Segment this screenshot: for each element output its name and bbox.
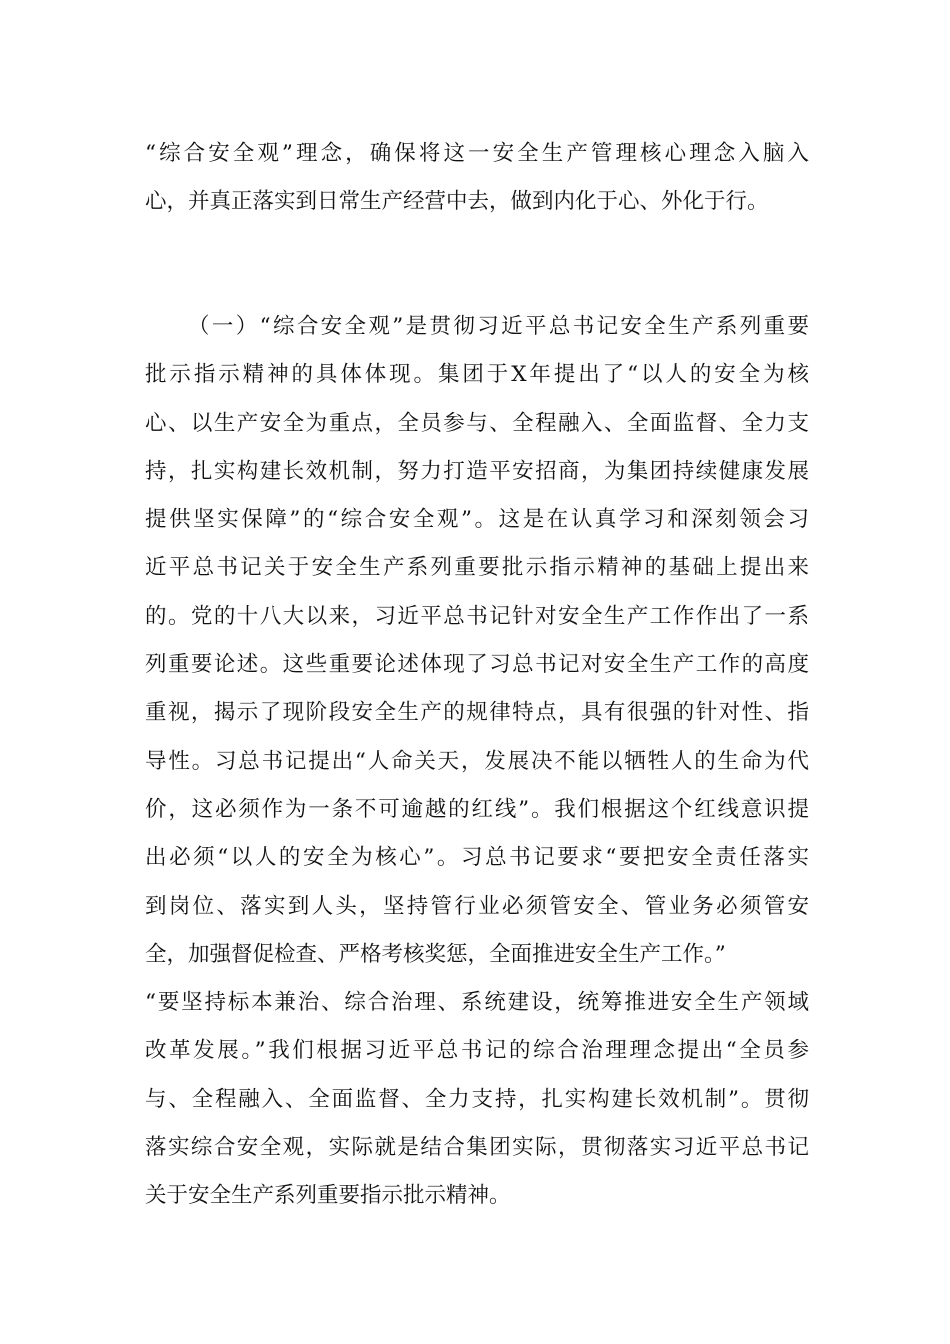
text-line: 心，并真正落实到日常生产经营中去，做到内化于心、外化于行。 <box>145 189 769 215</box>
text-line: 提供坚实保障”的“综合安全观”。这是在认真学习和深刻领会习 <box>145 507 809 533</box>
text-line: “要坚持标本兼治、综合治理、系统建设，统筹推进安全生产领域 <box>145 990 809 1016</box>
text-line: 的。党的十八大以来，习近平总书记针对安全生产工作作出了一系 <box>145 603 809 629</box>
text-line: （一）“综合安全观”是贯彻习近平总书记安全生产系列重要 <box>188 314 809 339</box>
text-line: “综合安全观”理念，确保将这一安全生产管理核心理念入脑入 <box>145 141 809 166</box>
text-line: 重视，揭示了现阶段安全生产的规律特点，具有很强的针对性、指 <box>145 700 809 726</box>
text-line: 落实综合安全观，实际就是结合集团实际，贯彻落实习近平总书记 <box>145 1135 809 1161</box>
text-line: 与、全程融入、全面监督、全力支持，扎实构建长效机制”。贯彻 <box>145 1086 809 1112</box>
text-line: 价，这必须作为一条不可逾越的红线”。我们根据这个红线意识提 <box>145 796 809 822</box>
text-line: 到岗位、落实到人头，坚持管行业必须管安全、管业务必须管安 <box>145 893 809 919</box>
text-line: 列重要论述。这些重要论述体现了习总书记对安全生产工作的高度 <box>145 652 809 678</box>
text-line: 导性。习总书记提出“人命关天，发展决不能以牺牲人的生命为代 <box>145 748 809 774</box>
text-line: 持，扎实构建长效机制，努力打造平安招商，为集团持续健康发展 <box>145 458 809 484</box>
text-line: 出必须“以人的安全为核心”。习总书记要求“要把安全责任落实 <box>145 845 809 871</box>
paragraph-intro <box>145 130 809 227</box>
text-line: 近平总书记关于安全生产系列重要批示指示精神的基础上提出来 <box>145 555 809 581</box>
text-line: 关于安全生产系列重要指示批示精神。 <box>145 1183 511 1209</box>
text-line: 全，加强督促检查、严格考核奖惩，全面推进安全生产工作。” <box>145 941 726 967</box>
text-line: 改革发展。”我们根据习近平总书记的综合治理理念提出“全员参 <box>145 1038 809 1064</box>
text-line: 心、以生产安全为重点，全员参与、全程融入、全面监督、全力支 <box>145 410 809 436</box>
paragraph-section-1 <box>145 303 809 1221</box>
text-line: 批示指示精神的具体体现。集团于X年提出了“以人的安全为核 <box>145 362 809 388</box>
